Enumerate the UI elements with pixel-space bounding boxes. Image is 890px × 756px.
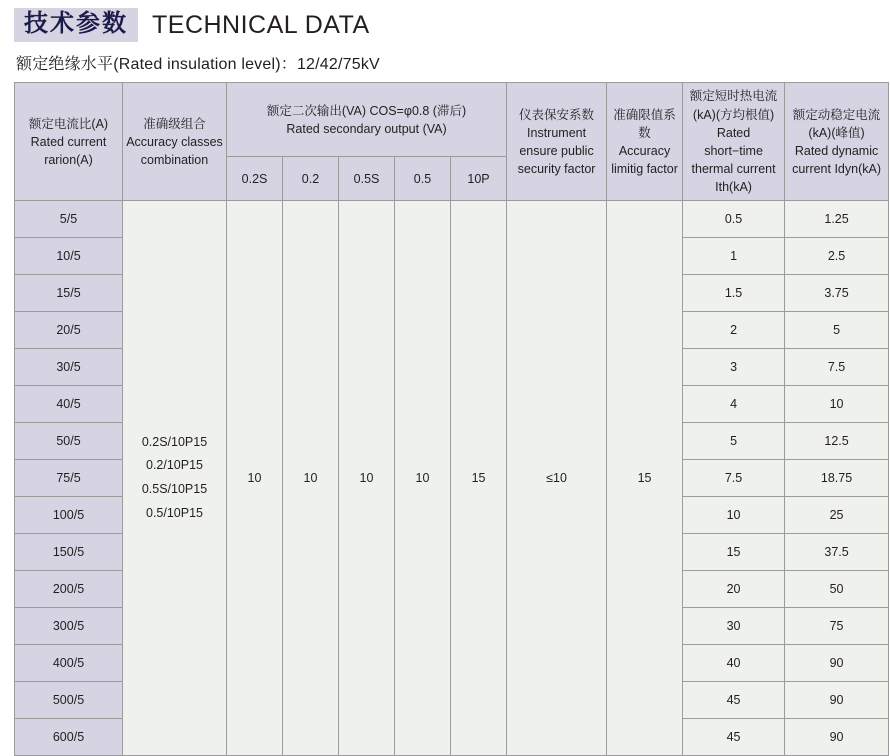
cell-dynamic-current: 2.5	[785, 238, 889, 275]
cell-dynamic-current: 90	[785, 645, 889, 682]
th-output-10p: 10P	[451, 157, 507, 201]
accuracy-combination-line: 0.2S/10P15	[141, 434, 208, 449]
cell-short-time-thermal-current: 1.5	[683, 275, 785, 312]
th-secondary-output-en: Rated secondary output (VA)	[286, 121, 447, 136]
cell-rated-current-ratio: 100/5	[15, 497, 123, 534]
cell-dynamic-current: 1.25	[785, 201, 889, 238]
cell-rated-current-ratio: 75/5	[15, 460, 123, 497]
cell-short-time-thermal-current: 7.5	[683, 460, 785, 497]
cell-short-time-thermal-current: 45	[683, 682, 785, 719]
cell-dynamic-current: 75	[785, 608, 889, 645]
cell-dynamic-current: 37.5	[785, 534, 889, 571]
th-instrument-security-factor-cn: 仪表保安系数	[519, 107, 595, 122]
cell-short-time-thermal-current: 4	[683, 386, 785, 423]
cell-rated-current-ratio: 20/5	[15, 312, 123, 349]
cell-output-10p: 15	[451, 201, 507, 756]
cell-dynamic-current: 90	[785, 719, 889, 756]
cell-dynamic-current: 18.75	[785, 460, 889, 497]
th-instrument-security-factor	[507, 83, 607, 201]
page-title-cn: 技术参数	[14, 8, 138, 42]
th-secondary-output-cn: 额定二次输出(VA) COS=φ0.8 (滞后)	[266, 103, 467, 118]
cell-dynamic-current: 50	[785, 571, 889, 608]
cell-short-time-thermal-current: 45	[683, 719, 785, 756]
cell-dynamic-current: 7.5	[785, 349, 889, 386]
cell-output-0-2: 10	[283, 201, 339, 756]
cell-rated-current-ratio: 30/5	[15, 349, 123, 386]
cell-rated-current-ratio: 50/5	[15, 423, 123, 460]
cell-output-0-5: 10	[395, 201, 451, 756]
th-output-0-5: 0.5	[395, 157, 451, 201]
th-dynamic-current-en: Rated dynamic current Idyn(kA)	[792, 143, 881, 176]
th-dynamic-current	[785, 83, 889, 201]
th-rated-current-ratio-cn: 额定电流比(A)	[28, 116, 109, 131]
cell-output-0-2s: 10	[227, 201, 283, 756]
cell-rated-current-ratio: 200/5	[15, 571, 123, 608]
th-accuracy-limit-factor	[607, 83, 683, 201]
cell-short-time-thermal-current: 30	[683, 608, 785, 645]
cell-short-time-thermal-current: 0.5	[683, 201, 785, 238]
th-secondary-output	[227, 83, 507, 157]
th-output-0-2: 0.2	[283, 157, 339, 201]
cell-short-time-thermal-current: 10	[683, 497, 785, 534]
th-accuracy-combination	[123, 83, 227, 201]
cell-short-time-thermal-current: 40	[683, 645, 785, 682]
cell-short-time-thermal-current: 20	[683, 571, 785, 608]
th-rated-current-ratio	[15, 83, 123, 201]
cell-rated-current-ratio: 400/5	[15, 645, 123, 682]
cell-accuracy-combination	[123, 201, 227, 756]
cell-short-time-thermal-current: 1	[683, 238, 785, 275]
page-title-en: TECHNICAL DATA	[152, 10, 370, 39]
accuracy-combination-line: 0.5S/10P15	[141, 482, 208, 497]
cell-instrument-security-factor: ≤10	[507, 201, 607, 756]
th-output-0-2s: 0.2S	[227, 157, 283, 201]
cell-rated-current-ratio: 15/5	[15, 275, 123, 312]
technical-data-table	[14, 82, 889, 756]
cell-rated-current-ratio: 10/5	[15, 238, 123, 275]
th-accuracy-combination-cn: 准确级组合	[143, 116, 206, 131]
cell-rated-current-ratio: 600/5	[15, 719, 123, 756]
th-short-time-thermal-current-cn: 额定短时热电流(kA)(方均根值)	[689, 89, 778, 122]
cell-dynamic-current: 5	[785, 312, 889, 349]
cell-rated-current-ratio: 5/5	[15, 201, 123, 238]
cell-rated-current-ratio: 300/5	[15, 608, 123, 645]
cell-short-time-thermal-current: 3	[683, 349, 785, 386]
th-instrument-security-factor-en: Instrument ensure public security factor	[517, 125, 596, 176]
accuracy-combination-line: 0.5/10P15	[146, 505, 203, 520]
table-header-row-1	[15, 83, 889, 157]
cell-short-time-thermal-current: 2	[683, 312, 785, 349]
table-header	[15, 83, 889, 201]
page-title	[8, 0, 882, 42]
cell-rated-current-ratio: 150/5	[15, 534, 123, 571]
table-body	[15, 201, 889, 756]
cell-output-0-5s: 10	[339, 201, 395, 756]
cell-accuracy-limit-factor: 15	[607, 201, 683, 756]
cell-short-time-thermal-current: 15	[683, 534, 785, 571]
cell-short-time-thermal-current: 5	[683, 423, 785, 460]
th-output-0-5s: 0.5S	[339, 157, 395, 201]
table-row	[15, 201, 889, 238]
cell-dynamic-current: 3.75	[785, 275, 889, 312]
th-accuracy-limit-factor-en: Accuracy limitig factor	[611, 143, 678, 176]
cell-dynamic-current: 12.5	[785, 423, 889, 460]
cell-dynamic-current: 90	[785, 682, 889, 719]
th-dynamic-current-cn: 额定动稳定电流(kA)(峰值)	[792, 107, 881, 140]
th-short-time-thermal-current	[683, 83, 785, 201]
th-accuracy-combination-en: Accuracy classes combination	[126, 134, 223, 167]
th-short-time-thermal-current-en: Rated short−time thermal current Ith(kA)	[691, 125, 776, 195]
cell-dynamic-current: 10	[785, 386, 889, 423]
rated-insulation-level: 额定绝缘水平(Rated insulation level)：12/42/75kV	[16, 56, 380, 74]
cell-rated-current-ratio: 500/5	[15, 682, 123, 719]
accuracy-combination-line: 0.2/10P15	[146, 458, 203, 473]
th-accuracy-limit-factor-cn: 准确限值系数	[613, 107, 676, 140]
cell-rated-current-ratio: 40/5	[15, 386, 123, 423]
th-rated-current-ratio-en: Rated current rarion(A)	[30, 134, 107, 167]
cell-dynamic-current: 25	[785, 497, 889, 534]
